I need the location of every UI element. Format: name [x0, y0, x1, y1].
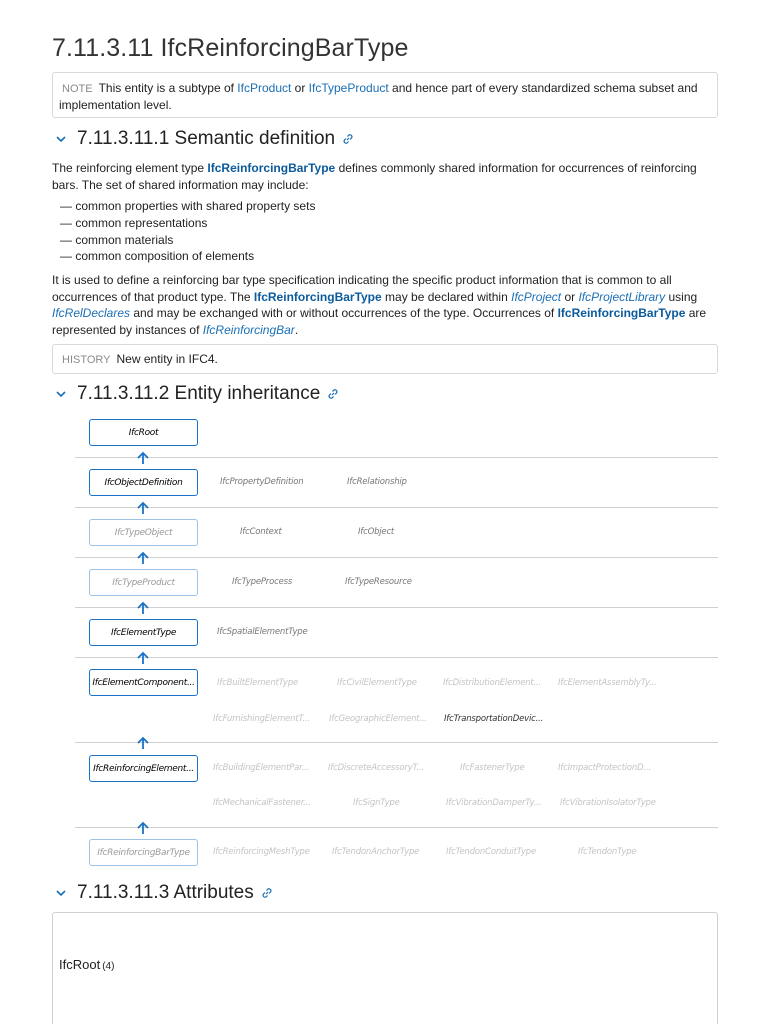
- text-run: .: [294, 322, 299, 337]
- entity-box-ifcelementcomponent[interactable]: IfcElementComponent...: [89, 669, 198, 696]
- entity-box-ifcelementtype[interactable]: IfcElementType: [89, 619, 198, 646]
- sibling-entity[interactable]: IfcDistributionElement...: [443, 678, 542, 688]
- note-link-ifctypeproduct[interactable]: IfcTypeProduct: [308, 81, 389, 95]
- sibling-entity[interactable]: IfcPropertyDefinition: [220, 477, 304, 487]
- intro-pre: The reinforcing element type: [52, 161, 208, 175]
- sibling-entity[interactable]: IfcRelationship: [347, 477, 407, 487]
- note-text-mid: or: [291, 81, 309, 95]
- arrow-up-icon: [136, 601, 150, 615]
- sibling-entity[interactable]: IfcSpatialElementType: [217, 627, 308, 637]
- note-text-pre: This entity is a subtype of: [98, 81, 238, 95]
- page-title: 7.11.3.11 IfcReinforcingBarType: [52, 34, 409, 62]
- text-run: using: [665, 289, 698, 304]
- sibling-entity[interactable]: IfcTypeProcess: [232, 577, 293, 587]
- link-ifcreinforcingbar[interactable]: IfcReinforcingBar: [202, 322, 295, 337]
- shared-info-list: [60, 198, 315, 265]
- arrow-up-icon: [136, 451, 150, 465]
- sibling-entity[interactable]: IfcVibrationIsolatorType: [560, 798, 656, 808]
- sibling-entity[interactable]: IfcDiscreteAccessoryT...: [328, 763, 424, 773]
- sibling-entity[interactable]: IfcImpactProtectionD...: [558, 763, 651, 773]
- section-semantic-header[interactable]: [52, 128, 355, 150]
- row-divider: [75, 657, 718, 658]
- section-semantic-heading: 7.11.3.11.1 Semantic definition: [77, 128, 336, 149]
- note-box: [52, 72, 718, 118]
- intro-entity-name: IfcReinforcingBarType: [207, 161, 336, 175]
- permalink-icon[interactable]: [341, 132, 355, 146]
- chevron-down-icon[interactable]: [54, 886, 68, 900]
- text-run: or: [561, 289, 579, 304]
- entity-box-ifctypeobject[interactable]: IfcTypeObject: [89, 519, 198, 546]
- entity-box-ifcobjectdefinition[interactable]: IfcObjectDefinition: [89, 469, 198, 496]
- link-ifcprojectlibrary[interactable]: IfcProjectLibrary: [578, 289, 666, 304]
- row-divider: [75, 827, 718, 828]
- arrow-up-icon: [136, 551, 150, 565]
- list-item: — common materials: [60, 232, 174, 247]
- attribute-group-count: (4): [102, 961, 115, 972]
- chevron-down-icon[interactable]: [54, 132, 68, 146]
- list-item: — common properties with shared property sets: [60, 199, 316, 213]
- sibling-entity[interactable]: IfcVibrationDamperTy...: [446, 798, 542, 808]
- sibling-entity[interactable]: IfcTypeResource: [345, 577, 412, 587]
- sibling-entity[interactable]: IfcBuiltElementType: [217, 678, 298, 688]
- entity-name-bold[interactable]: IfcReinforcingBarType: [253, 289, 382, 304]
- section-inheritance-heading: 7.11.3.11.2 Entity inheritance: [77, 383, 321, 404]
- sibling-entity[interactable]: IfcBuildingElementPar...: [213, 763, 310, 773]
- history-tag: HISTORY: [62, 354, 111, 366]
- text-run: may be declared within: [381, 289, 512, 304]
- row-divider: [75, 742, 718, 743]
- section-attributes-header[interactable]: [52, 882, 274, 904]
- row-divider: [75, 507, 718, 508]
- sibling-entity[interactable]: IfcMechanicalFastener...: [213, 798, 311, 808]
- sibling-entity[interactable]: IfcFastenerType: [460, 763, 525, 773]
- entity-box-ifctypeproduct[interactable]: IfcTypeProduct: [89, 569, 198, 596]
- list-item: — common composition of elements: [60, 249, 255, 264]
- intro-post: defines commonly shared information for occurrences of reinforcing bars. The set of shared information may include:: [52, 161, 697, 192]
- sibling-entity[interactable]: IfcTransportationDevic...: [444, 714, 544, 724]
- sibling-entity[interactable]: IfcTendonType: [578, 847, 637, 857]
- link-ifcproject[interactable]: IfcProject: [511, 289, 562, 304]
- entity-box-ifcreinforcingelement[interactable]: IfcReinforcingElement...: [89, 755, 198, 782]
- attributes-table: [52, 912, 718, 1024]
- row-divider: [75, 557, 718, 558]
- attribute-group-label: IfcRoot: [59, 957, 101, 972]
- sibling-entity[interactable]: IfcCivilElementType: [337, 678, 417, 688]
- history-text: New entity in IFC4.: [116, 352, 218, 366]
- sibling-entity[interactable]: IfcElementAssemblyTy...: [558, 678, 657, 688]
- row-divider: [75, 607, 718, 608]
- note-link-ifcproduct[interactable]: IfcProduct: [237, 81, 292, 95]
- semantic-paragraph-2: [52, 272, 718, 338]
- row-divider: [75, 457, 718, 458]
- sibling-entity[interactable]: IfcTendonConduitType: [446, 847, 537, 857]
- text-run: It is used to define a reinforcing bar type specification indicating the specific product information that is common to all occurrences of that product type. The: [52, 273, 672, 304]
- section-attributes-heading: 7.11.3.11.3 Attributes: [77, 882, 254, 903]
- sibling-entity[interactable]: IfcSignType: [353, 798, 400, 808]
- chevron-down-icon[interactable]: [54, 387, 68, 401]
- list-item: — common representations: [60, 215, 208, 230]
- history-box: [52, 344, 718, 374]
- link-ifcreldeclares[interactable]: IfcRelDeclares: [52, 306, 131, 320]
- arrow-up-icon: [136, 651, 150, 665]
- section-inheritance-header[interactable]: [52, 383, 340, 405]
- arrow-up-icon: [136, 821, 150, 835]
- arrow-up-icon: [136, 736, 150, 750]
- sibling-entity[interactable]: IfcTendonAnchorType: [332, 847, 420, 857]
- entity-box-ifcroot[interactable]: IfcRoot: [89, 419, 198, 446]
- entity-name-bold[interactable]: IfcReinforcingBarType: [557, 306, 686, 320]
- sibling-entity[interactable]: IfcContext: [240, 527, 282, 537]
- note-tag: NOTE: [62, 83, 93, 95]
- attribute-group-row[interactable]: [59, 957, 114, 972]
- text-run: are represented by instances of: [52, 306, 707, 337]
- note-text-post: and hence part of every standardized schema subset and implementation level.: [59, 81, 698, 112]
- permalink-icon[interactable]: [326, 387, 340, 401]
- sibling-entity[interactable]: IfcReinforcingMeshType: [213, 847, 310, 857]
- arrow-up-icon: [136, 501, 150, 515]
- sibling-entity[interactable]: IfcFurnishingElementT...: [213, 714, 310, 724]
- sibling-entity[interactable]: IfcObject: [358, 527, 395, 537]
- entity-box-ifcreinforcingbartype[interactable]: IfcReinforcingBarType: [89, 839, 198, 866]
- text-run: and may be exchanged with or without occurrences of the type. Occurrences of: [130, 306, 558, 320]
- permalink-icon[interactable]: [260, 886, 274, 900]
- semantic-intro: [52, 160, 718, 193]
- sibling-entity[interactable]: IfcGeographicElement...: [329, 714, 427, 724]
